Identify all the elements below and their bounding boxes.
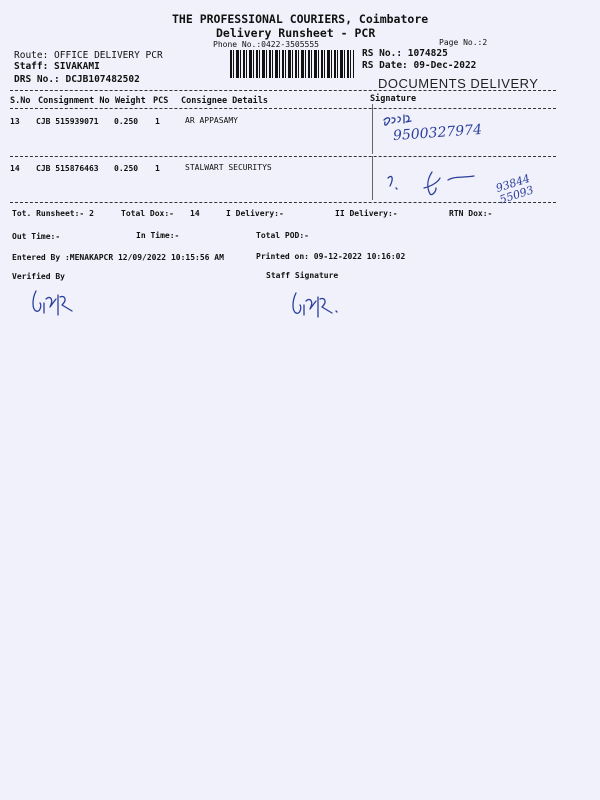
row-14-signature <box>380 162 500 202</box>
row-14-consignment: CJB 515876463 <box>36 164 99 173</box>
entered-by: Entered By :MENAKAPCR 12/09/2022 10:15:56 AM <box>12 253 224 262</box>
rs-date: RS Date: 09-Dec-2022 <box>362 60 477 71</box>
staff-signature <box>288 287 344 321</box>
row-14-sno: 14 <box>10 164 20 173</box>
i-delivery: I Delivery:- <box>226 209 284 218</box>
document-title: Delivery Runsheet - PCR <box>216 26 376 40</box>
barcode-image <box>230 50 354 78</box>
row-13-signature-phone: 9500327974 <box>392 121 483 145</box>
row-14-consignee: STALWART SECURITYS <box>185 163 272 172</box>
company-title: THE PROFESSIONAL COURIERS, Coimbatore <box>172 12 429 26</box>
ii-delivery: II Delivery:- <box>335 209 398 218</box>
row-13-sno: 13 <box>10 117 20 126</box>
col-signature: Signature <box>370 94 417 104</box>
rs-number: RS No.: 1074825 <box>362 48 448 59</box>
staff-label: Staff: SIVAKAMI <box>14 61 100 72</box>
row-13-consignment: CJB 515939071 <box>36 117 99 126</box>
staff-signature-label: Staff Signature <box>266 271 339 280</box>
col-pcs: PCS <box>153 96 169 106</box>
total-pod: Total POD:- <box>256 231 309 240</box>
col-consignee: Consignee Details <box>181 96 268 106</box>
row-14-signature-phone: 93844 55093 <box>494 171 536 207</box>
col-consignment: Consignment No <box>38 96 110 106</box>
out-time: Out Time:- <box>12 232 61 241</box>
row-14-weight: 0.250 <box>114 164 139 173</box>
rtn-dox: RTN Dox:- <box>449 209 493 218</box>
total-dox-value: 14 <box>190 209 200 218</box>
verified-by-signature <box>28 285 84 319</box>
tot-runsheet: Tot. Runsheet:- 2 <box>12 209 94 218</box>
route-label: Route: OFFICE DELIVERY PCR <box>14 50 163 61</box>
row-14-pcs: 1 <box>155 164 160 173</box>
verified-by-label: Verified By <box>12 272 65 281</box>
row-13-weight: 0.250 <box>114 117 139 126</box>
row-13-consignee: AR APPASAMY <box>185 116 238 125</box>
row-13-pcs: 1 <box>155 117 160 126</box>
drs-number: DRS No.: DCJB107482502 <box>14 74 140 85</box>
total-dox-label: Total Dox:- <box>121 209 174 218</box>
phone-number: Phone No.:0422-3505555 <box>213 40 319 49</box>
printed-on: Printed on: 09-12-2022 10:16:02 <box>256 252 406 261</box>
page-number: Page No.:2 <box>439 38 488 47</box>
in-time: In Time:- <box>136 231 180 240</box>
documents-delivery-stamp: DOCUMENTS DELIVERY <box>378 76 539 88</box>
col-sno: S.No <box>10 96 31 106</box>
col-weight: Weight <box>115 96 146 106</box>
